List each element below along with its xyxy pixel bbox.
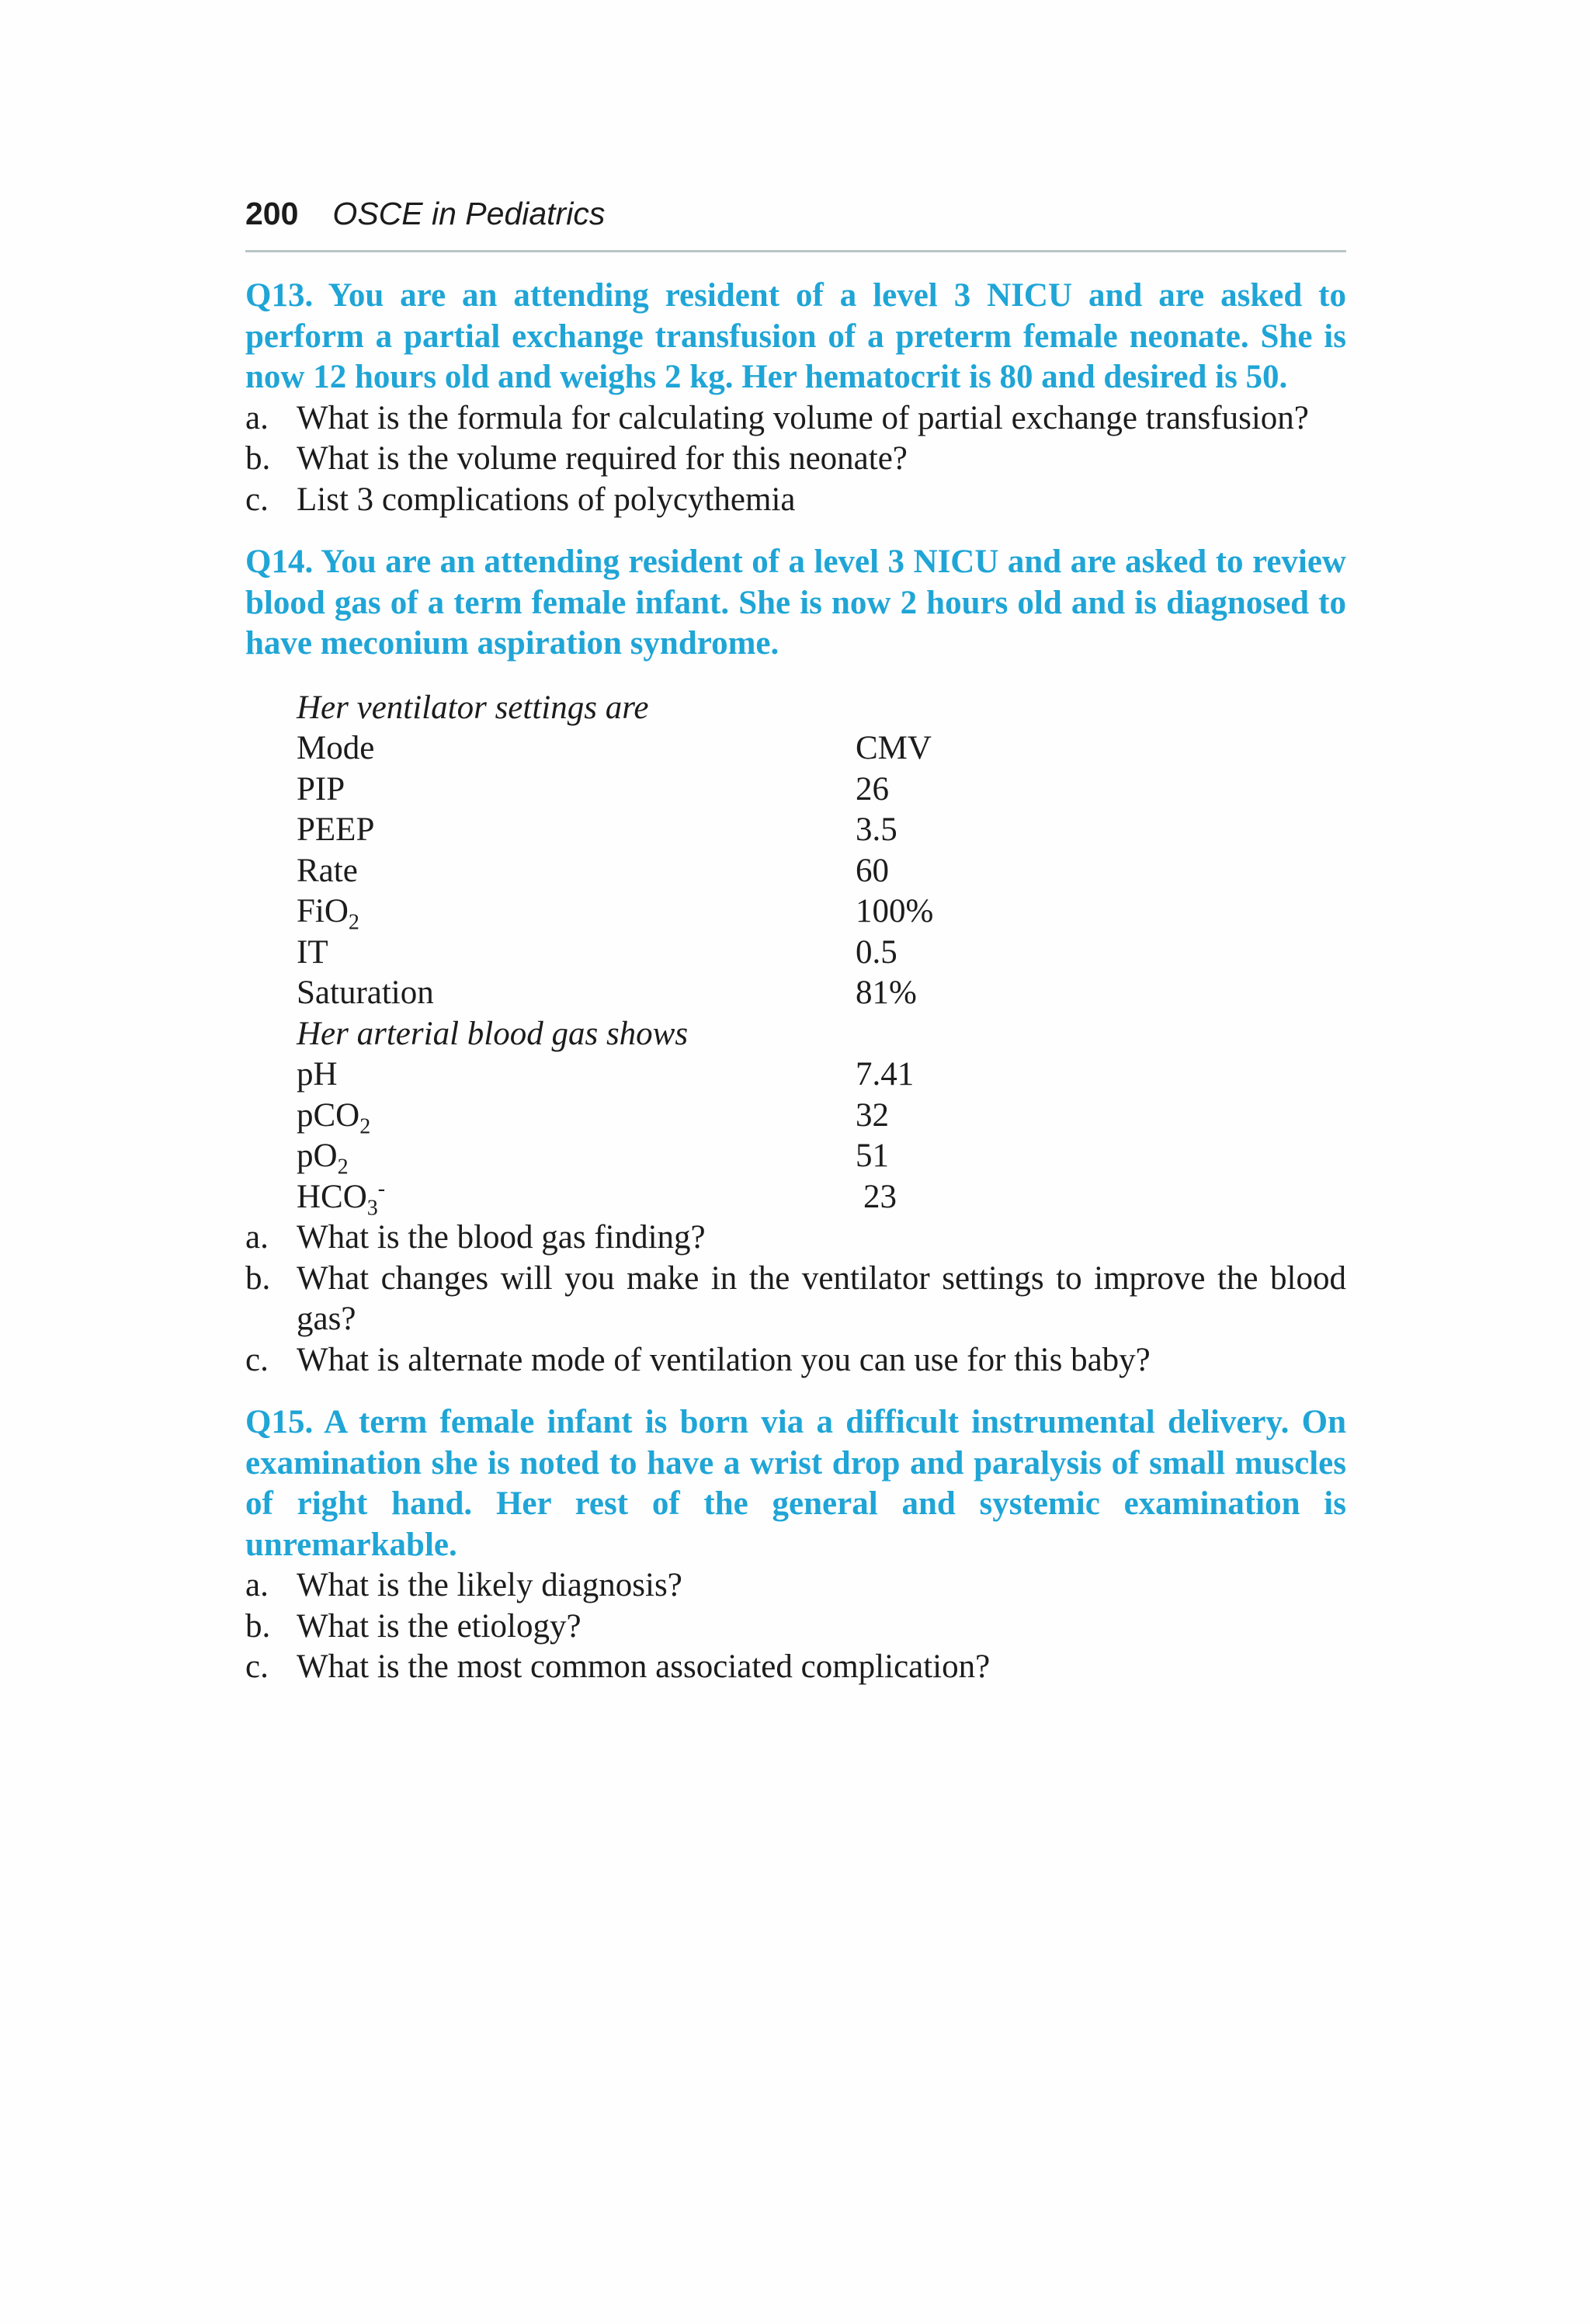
item-text: List 3 complications of polycythemia [297, 481, 796, 518]
row-label [297, 891, 856, 933]
ventilator-caption: Her ventilator settings are [297, 689, 649, 726]
abg-row [297, 1176, 1346, 1221]
item-text: What is the volume required for this neonate? [297, 440, 908, 477]
row-label: Saturation [297, 974, 434, 1011]
list-item [245, 398, 1346, 439]
list-item [245, 1565, 1346, 1607]
question-13-text: Q13. You are an attending resident of a level 3 NICU and are asked to perform a partial exchange transfusion of a preterm female neonate. She is now 12 hours old and weighs 2 kg. Her hematocrit is 80 and desired is 50. [245, 277, 1346, 395]
row-value: 23 [863, 1178, 897, 1215]
row-label: IT [297, 933, 328, 971]
list-item [245, 1259, 1346, 1340]
item-letter: a. [245, 1219, 269, 1256]
question-15 [245, 1402, 1346, 1688]
row-label [297, 1096, 856, 1137]
item-text: What is the most common associated complication? [297, 1648, 991, 1685]
question-14 [245, 542, 1346, 1381]
row-value: 7.41 [856, 1056, 915, 1093]
item-letter: c. [245, 1341, 269, 1378]
list-item [245, 1607, 1346, 1648]
item-text: What is alternate mode of ventilation you can use for this baby? [297, 1341, 1151, 1378]
label-subscript: 2 [359, 1114, 371, 1139]
label-subscript: 3 [366, 1196, 378, 1221]
item-text: What is the blood gas finding? [297, 1219, 706, 1256]
running-title: OSCE in Pediatrics [332, 196, 606, 231]
label-subscript: 2 [337, 1155, 349, 1179]
row-value: 3.5 [856, 811, 897, 848]
list-item [245, 1340, 1346, 1381]
item-letter: b. [245, 440, 271, 477]
page-content [245, 276, 1346, 1688]
label-main: HCO [297, 1178, 367, 1215]
item-text: What changes will you make in the ventilator settings to improve the blood gas? [297, 1259, 1346, 1337]
header-rule [245, 250, 1346, 252]
item-text: What is the formula for calculating volume of partial exchange transfusion? [297, 399, 1309, 436]
item-letter: c. [245, 1648, 269, 1685]
row-value: 32 [856, 1096, 889, 1134]
abg-row [297, 1136, 1346, 1177]
row-label: Mode [297, 730, 375, 766]
item-text: What is the etiology? [297, 1607, 581, 1645]
abg-row [297, 1096, 1346, 1137]
ventilator-row [297, 851, 1346, 892]
question-14-text: Q14. You are an attending resident of a level 3 NICU and are asked to review blood gas of a term female infant. She is now 2 hours old and is diagnosed to have meconium aspiration syndrome. [245, 544, 1346, 662]
row-value: 26 [856, 770, 889, 808]
ventilator-row [297, 933, 1346, 974]
row-value: CMV [856, 730, 932, 766]
item-letter: b. [245, 1259, 271, 1297]
item-letter: c. [245, 481, 269, 518]
row-label: pH [297, 1056, 338, 1093]
ventilator-row [297, 769, 1346, 811]
label-main: FiO [297, 893, 349, 929]
label-superscript: - [377, 1176, 386, 1201]
label-subscript: 2 [348, 910, 359, 935]
ventilator-row [297, 728, 1346, 769]
row-value: 100% [856, 893, 934, 929]
abg-caption: Her arterial blood gas shows [297, 1015, 689, 1052]
ventilator-row [297, 891, 1346, 933]
item-letter: a. [245, 1567, 269, 1603]
row-label: PEEP [297, 811, 375, 848]
label-main: pCO [297, 1096, 360, 1134]
row-label: Rate [297, 852, 358, 889]
list-item [245, 1218, 1346, 1259]
abg-row [297, 1054, 1346, 1096]
item-letter: a. [245, 399, 269, 436]
ventilator-row [297, 973, 1346, 1014]
item-letter: b. [245, 1607, 271, 1645]
row-label [297, 1136, 856, 1177]
row-value: 51 [856, 1138, 889, 1174]
row-label [297, 1176, 856, 1221]
question-15-text: Q15. A term female infant is born via a difficult instrumental delivery. On examination she is noted to have a wrist drop and paralysis of small muscles of right hand. Her rest of the general and systemic examination is unremarkable. [245, 1404, 1346, 1563]
list-item [245, 439, 1346, 480]
running-header [245, 196, 1346, 244]
item-text: What is the likely diagnosis? [297, 1567, 682, 1603]
list-item [245, 480, 1346, 521]
page-number: 200 [245, 196, 299, 231]
row-label: PIP [297, 770, 345, 808]
row-value: 60 [856, 852, 889, 889]
row-value: 0.5 [856, 933, 897, 971]
question-14-subquestions [245, 1218, 1346, 1381]
row-value: 81% [856, 974, 917, 1011]
clinical-data-block [297, 688, 1346, 1221]
question-13 [245, 276, 1346, 520]
list-item [245, 1647, 1346, 1688]
label-main: pO [297, 1138, 338, 1174]
ventilator-row [297, 810, 1346, 851]
question-15-subquestions [245, 1565, 1346, 1688]
question-13-subquestions [245, 398, 1346, 521]
